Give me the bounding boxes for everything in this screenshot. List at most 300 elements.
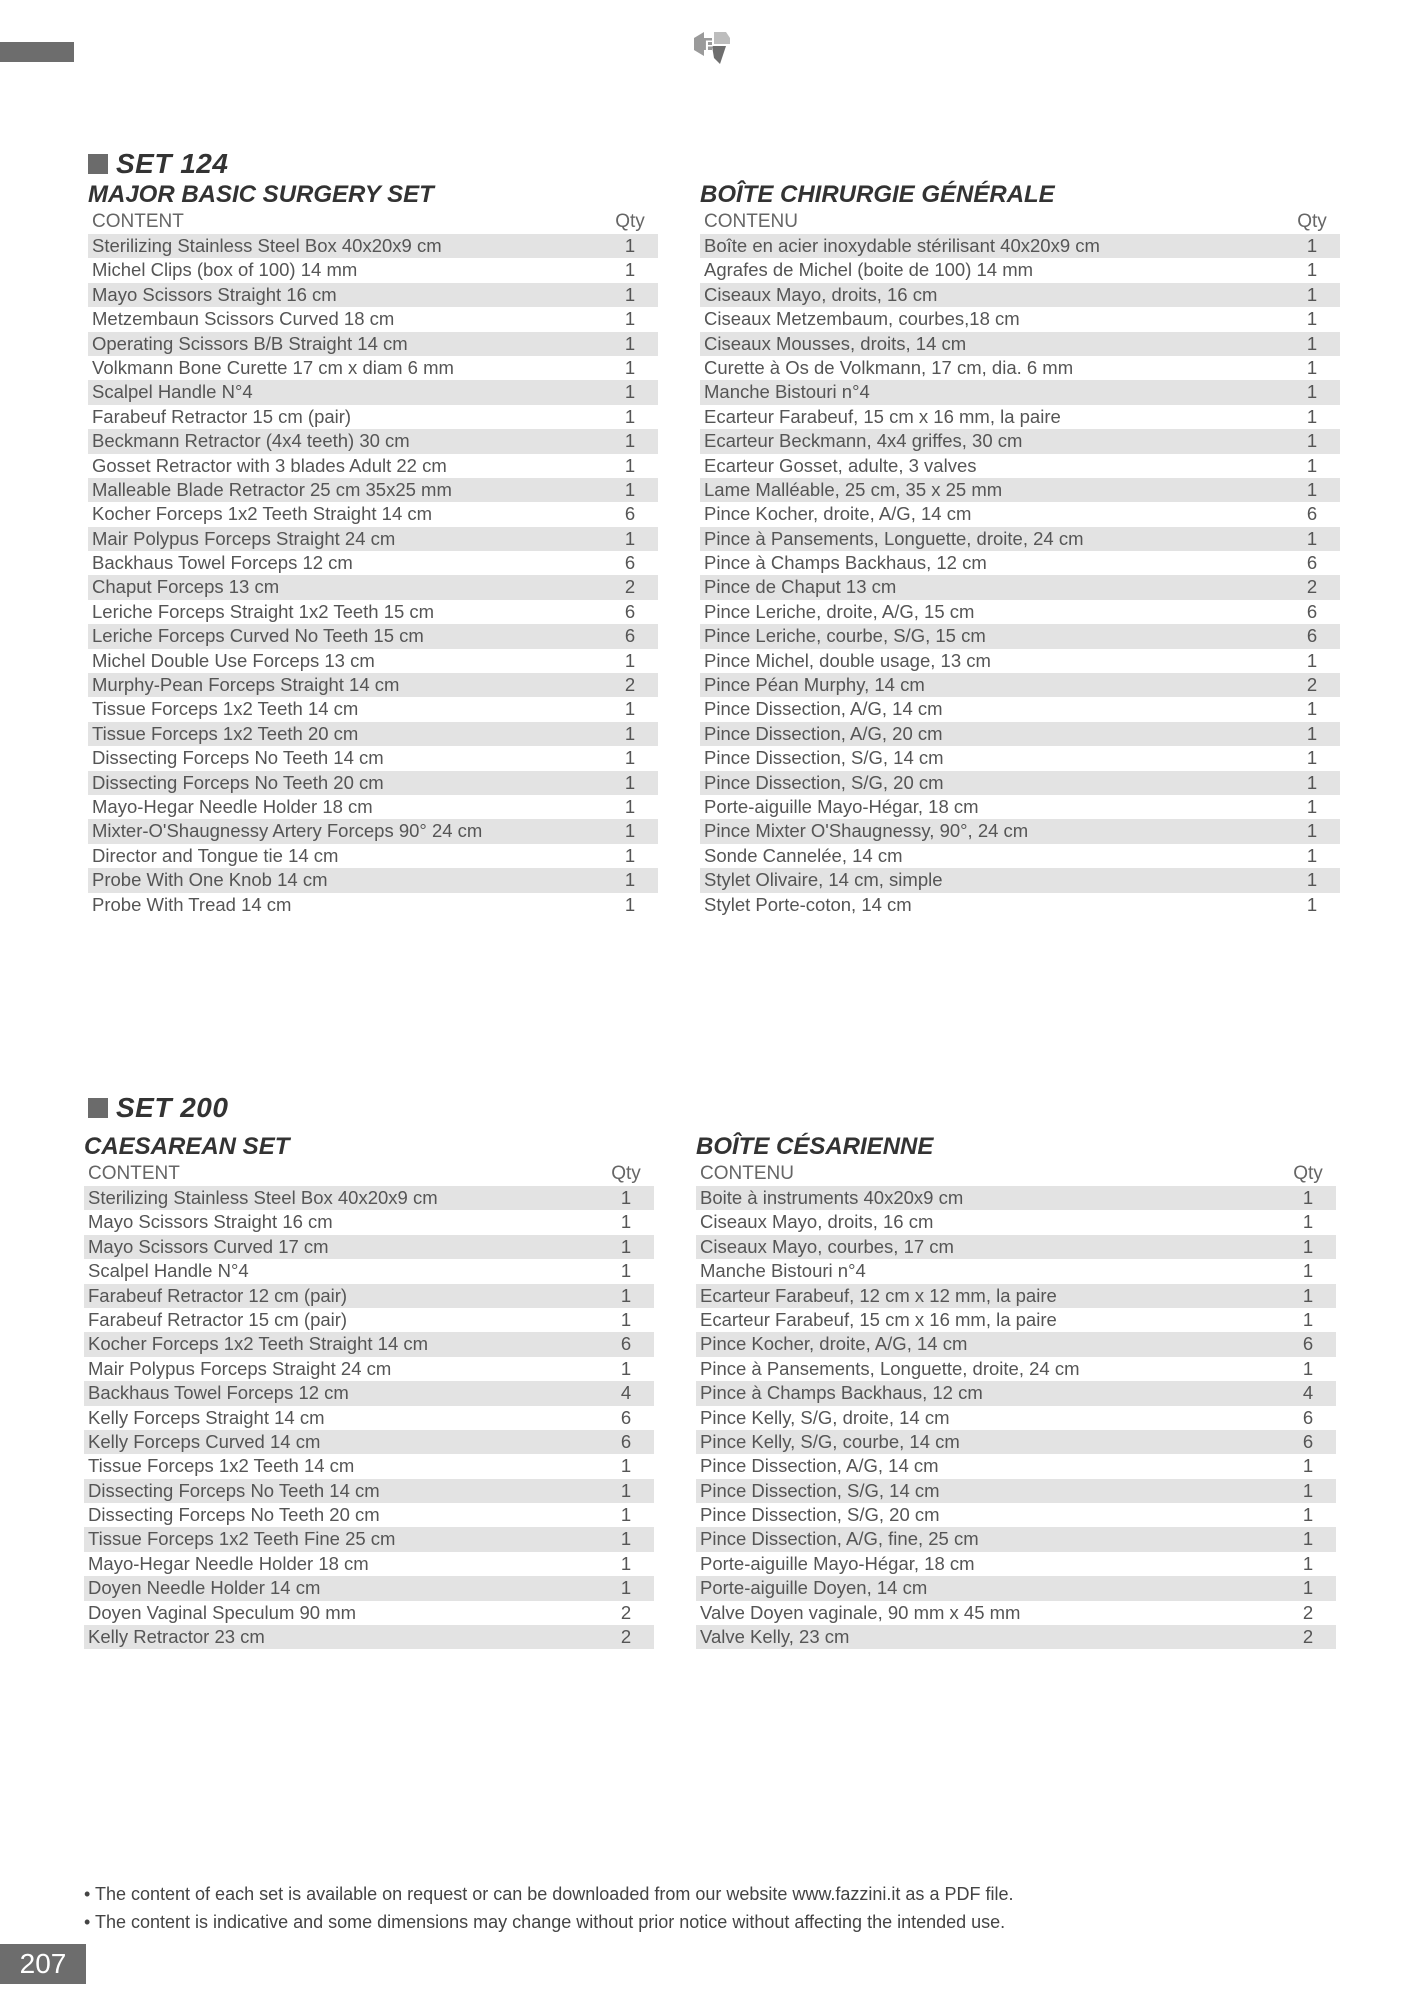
item-qty: 1 [624, 795, 636, 817]
set-200-english-title: CAESAREAN SET [84, 1133, 290, 1160]
item-name: Pince Kelly, S/G, courbe, 14 cm [700, 1430, 960, 1452]
set-200-english-block [84, 1132, 654, 1649]
item-qty: 1 [1306, 259, 1318, 281]
item-qty: 1 [1306, 308, 1318, 330]
item-qty: 1 [624, 259, 636, 281]
item-name: Chaput Forceps 13 cm [92, 576, 280, 598]
item-name: Pince Dissection, A/G, 14 cm [700, 1455, 939, 1477]
table-row [88, 380, 658, 404]
table-row [696, 1527, 1336, 1551]
page-number: 207 [0, 1944, 86, 1984]
item-qty: 6 [620, 1430, 632, 1452]
table-row [84, 1186, 654, 1210]
footer-note-availability: • The content of each set is available on request or can be downloaded from our website www.fazzini.it as a PDF file. [84, 1884, 1014, 1904]
table-row [696, 1332, 1336, 1356]
item-name: Mayo-Hegar Needle Holder 18 cm [88, 1552, 369, 1574]
item-qty: 1 [1302, 1284, 1314, 1306]
table-row [88, 893, 658, 917]
table-row [88, 673, 658, 697]
item-qty: 1 [1302, 1552, 1314, 1574]
item-qty: 6 [620, 1333, 632, 1355]
item-qty: 6 [1306, 552, 1318, 574]
item-name: Beckmann Retractor (4x4 teeth) 30 cm [92, 430, 410, 452]
table-row [88, 868, 658, 892]
item-qty: 4 [620, 1382, 632, 1404]
set-200-title: SET 200 [116, 1092, 229, 1123]
item-name: Pince Dissection, S/G, 14 cm [704, 747, 944, 769]
item-qty: 1 [624, 381, 636, 403]
table-row [88, 697, 658, 721]
item-qty: 1 [1306, 454, 1318, 476]
svg-text:F: F [705, 37, 714, 53]
table-row [700, 405, 1340, 429]
item-qty: 1 [620, 1187, 632, 1208]
header-bar [0, 42, 74, 62]
table-row [88, 722, 658, 746]
item-qty: 1 [1302, 1455, 1314, 1477]
item-name: Dissecting Forceps No Teeth 14 cm [92, 747, 384, 769]
item-name: Sterilizing Stainless Steel Box 40x20x9 cm [88, 1187, 438, 1208]
item-qty: 6 [624, 552, 636, 574]
item-qty: 1 [620, 1260, 632, 1282]
item-name: Volkmann Bone Curette 17 cm x diam 6 mm [92, 356, 454, 378]
item-name: Mixter-O'Shaugnessy Artery Forceps 90° 24 cm [92, 820, 483, 842]
item-qty: 1 [1306, 235, 1318, 256]
table-row [88, 234, 658, 258]
set-124-french-title: BOÎTE CHIRURGIE GÉNÉRALE [700, 181, 1055, 208]
table-header [700, 210, 1340, 234]
item-name: Kocher Forceps 1x2 Teeth Straight 14 cm [88, 1333, 429, 1355]
item-qty: 6 [624, 625, 636, 647]
item-table [700, 234, 1340, 917]
item-name: Doyen Vaginal Speculum 90 mm [88, 1601, 357, 1623]
table-row [700, 673, 1340, 697]
item-name: Sonde Cannelée, 14 cm [704, 844, 903, 866]
item-name: Dissecting Forceps No Teeth 20 cm [92, 771, 384, 793]
item-qty: 1 [620, 1211, 632, 1233]
item-name: Pince Mixter O'Shaugnessy, 90°, 24 cm [704, 820, 1029, 842]
table-row [88, 405, 658, 429]
item-qty: 1 [1306, 478, 1318, 500]
table-row [88, 454, 658, 478]
table-header [88, 210, 658, 234]
item-qty: 2 [1302, 1626, 1314, 1648]
table-row [88, 502, 658, 526]
item-name: Sterilizing Stainless Steel Box 40x20x9 cm [92, 235, 442, 256]
item-name: Farabeuf Retractor 15 cm (pair) [88, 1308, 348, 1330]
item-qty: 1 [620, 1357, 632, 1379]
item-name: Pince Leriche, droite, A/G, 15 cm [704, 600, 975, 622]
item-name: Mayo Scissors Curved 17 cm [88, 1235, 329, 1257]
qty-column-header: Qty [611, 1163, 641, 1184]
item-qty: 1 [1302, 1187, 1314, 1208]
item-name: Pince Péan Murphy, 14 cm [704, 674, 925, 696]
item-name: Pince Dissection, A/G, 14 cm [704, 698, 943, 720]
item-name: Ciseaux Mayo, courbes, 17 cm [700, 1235, 954, 1257]
table-row [696, 1308, 1336, 1332]
table-row [700, 307, 1340, 331]
item-name: Pince Michel, double usage, 13 cm [704, 649, 991, 671]
table-row [84, 1479, 654, 1503]
table-row [84, 1308, 654, 1332]
table-row [696, 1210, 1336, 1234]
table-row [88, 283, 658, 307]
table-row [88, 356, 658, 380]
table-row [88, 649, 658, 673]
item-name: Farabeuf Retractor 15 cm (pair) [92, 405, 352, 427]
set-200-french-block [696, 1132, 1336, 1649]
item-name: Porte-aiguille Doyen, 14 cm [700, 1577, 928, 1599]
item-qty: 1 [620, 1504, 632, 1526]
item-name: Kelly Forceps Straight 14 cm [88, 1406, 325, 1428]
item-name: Pince Leriche, courbe, S/G, 15 cm [704, 625, 986, 647]
table-row [88, 624, 658, 648]
item-name: Ciseaux Mousses, droits, 14 cm [704, 332, 967, 354]
item-name: Probe With One Knob 14 cm [92, 869, 328, 891]
table-row [84, 1527, 654, 1551]
item-qty: 1 [1302, 1357, 1314, 1379]
qty-column-header: Qty [1293, 1163, 1323, 1184]
item-name: Mayo Scissors Straight 16 cm [88, 1211, 333, 1233]
item-qty: 6 [620, 1406, 632, 1428]
item-name: Farabeuf Retractor 12 cm (pair) [88, 1284, 348, 1306]
footer-note-disclaimer: • The content is indicative and some dimensions may change without prior notice without affecting the intended use. [84, 1912, 1006, 1932]
item-name: Leriche Forceps Straight 1x2 Teeth 15 cm [92, 600, 435, 622]
table-row [696, 1259, 1336, 1283]
item-name: Pince Dissection, S/G, 20 cm [700, 1504, 940, 1526]
table-row [696, 1430, 1336, 1454]
table-row [88, 429, 658, 453]
table-row [696, 1576, 1336, 1600]
item-qty: 1 [620, 1308, 632, 1330]
item-qty: 1 [624, 332, 636, 354]
set-200-header [88, 1092, 228, 1124]
table-row [700, 649, 1340, 673]
item-name: Valve Doyen vaginale, 90 mm x 45 mm [700, 1601, 1021, 1623]
item-name: Boîte en acier inoxydable stérilisant 40x20x9 cm [704, 235, 1100, 256]
table-row [88, 527, 658, 551]
item-name: Pince Dissection, S/G, 14 cm [700, 1479, 940, 1501]
set-200-french-title: BOÎTE CÉSARIENNE [696, 1133, 934, 1160]
table-row [700, 575, 1340, 599]
item-name: Malleable Blade Retractor 25 cm 35x25 mm [92, 478, 452, 500]
item-name: Boite à instruments 40x20x9 cm [700, 1187, 964, 1208]
item-name: Pince Kocher, droite, A/G, 14 cm [700, 1333, 968, 1355]
item-name: Ciseaux Mayo, droits, 16 cm [704, 283, 938, 305]
item-qty: 1 [1306, 771, 1318, 793]
set-124-english-title: MAJOR BASIC SURGERY SET [88, 181, 434, 208]
table-row [88, 600, 658, 624]
item-qty: 1 [624, 747, 636, 769]
item-name: Pince Kocher, droite, A/G, 14 cm [704, 503, 972, 525]
table-row [700, 527, 1340, 551]
table-row [696, 1186, 1336, 1210]
item-name: Pince de Chaput 13 cm [704, 576, 897, 598]
item-qty: 1 [624, 820, 636, 842]
item-name: Agrafes de Michel (boite de 100) 14 mm [704, 259, 1034, 281]
qty-column-header: Qty [1297, 211, 1327, 232]
item-qty: 1 [624, 722, 636, 744]
item-name: Gosset Retractor with 3 blades Adult 22 cm [92, 454, 447, 476]
content-column-header: CONTENU [704, 211, 798, 232]
item-name: Mair Polypus Forceps Straight 24 cm [88, 1357, 392, 1379]
item-qty: 6 [1302, 1406, 1314, 1428]
item-qty: 1 [624, 283, 636, 305]
table-row [696, 1479, 1336, 1503]
set-124-english-block [88, 180, 658, 917]
table-row [84, 1259, 654, 1283]
table-row [84, 1601, 654, 1625]
table-row [88, 819, 658, 843]
table-row [700, 600, 1340, 624]
item-qty: 1 [620, 1528, 632, 1550]
item-qty: 1 [1306, 332, 1318, 354]
item-name: Dissecting Forceps No Teeth 14 cm [88, 1479, 380, 1501]
table-header [696, 1162, 1336, 1186]
qty-column-header: Qty [615, 211, 645, 232]
table-row [696, 1406, 1336, 1430]
item-qty: 2 [1302, 1601, 1314, 1623]
table-row [700, 356, 1340, 380]
item-name: Murphy-Pean Forceps Straight 14 cm [92, 674, 400, 696]
item-name: Valve Kelly, 23 cm [700, 1626, 850, 1648]
item-qty: 6 [624, 600, 636, 622]
square-bullet-icon [88, 1098, 108, 1118]
item-qty: 1 [620, 1284, 632, 1306]
item-name: Scalpel Handle N°4 [88, 1260, 249, 1282]
table-row [700, 795, 1340, 819]
table-row [88, 771, 658, 795]
item-qty: 1 [624, 308, 636, 330]
item-qty: 1 [1306, 649, 1318, 671]
item-name: Stylet Porte-coton, 14 cm [704, 893, 912, 915]
table-header [84, 1162, 654, 1186]
item-name: Ecarteur Gosset, adulte, 3 valves [704, 454, 977, 476]
table-row [700, 844, 1340, 868]
item-qty: 4 [1302, 1382, 1314, 1404]
table-row [88, 258, 658, 282]
item-qty: 6 [1306, 503, 1318, 525]
item-qty: 1 [1306, 405, 1318, 427]
table-row [88, 746, 658, 770]
item-name: Porte-aiguille Mayo-Hégar, 18 cm [704, 795, 979, 817]
table-row [700, 893, 1340, 917]
item-qty: 2 [624, 674, 636, 696]
item-qty: 6 [624, 503, 636, 525]
item-name: Ecarteur Farabeuf, 15 cm x 16 mm, la paire [704, 405, 1061, 427]
item-name: Michel Clips (box of 100) 14 mm [92, 259, 358, 281]
item-qty: 6 [1302, 1333, 1314, 1355]
item-name: Tissue Forceps 1x2 Teeth Fine 25 cm [88, 1528, 396, 1550]
table-row [88, 844, 658, 868]
item-name: Ecarteur Beckmann, 4x4 griffes, 30 cm [704, 430, 1023, 452]
item-qty: 1 [620, 1235, 632, 1257]
table-row [700, 722, 1340, 746]
table-row [84, 1357, 654, 1381]
item-name: Lame Malléable, 25 cm, 35 x 25 mm [704, 478, 1003, 500]
table-row [88, 332, 658, 356]
table-row [88, 307, 658, 331]
item-qty: 1 [1302, 1235, 1314, 1257]
item-qty: 2 [624, 576, 636, 598]
set-124-french-block [700, 180, 1340, 917]
item-name: Probe With Tread 14 cm [92, 893, 292, 915]
item-qty: 1 [1306, 527, 1318, 549]
item-qty: 1 [1306, 722, 1318, 744]
item-qty: 1 [624, 844, 636, 866]
table-row [696, 1601, 1336, 1625]
item-name: Doyen Needle Holder 14 cm [88, 1577, 321, 1599]
item-qty: 1 [620, 1479, 632, 1501]
content-column-header: CONTENT [88, 1163, 180, 1184]
table-row [700, 332, 1340, 356]
content-column-header: CONTENU [700, 1163, 794, 1184]
table-row [700, 697, 1340, 721]
item-name: Kelly Forceps Curved 14 cm [88, 1430, 321, 1452]
item-qty: 2 [1306, 576, 1318, 598]
item-qty: 6 [1306, 600, 1318, 622]
item-name: Dissecting Forceps No Teeth 20 cm [88, 1504, 380, 1526]
table-row [700, 624, 1340, 648]
item-name: Backhaus Towel Forceps 12 cm [92, 552, 353, 574]
item-qty: 6 [1302, 1430, 1314, 1452]
item-qty: 1 [1306, 356, 1318, 378]
item-name: Leriche Forceps Curved No Teeth 15 cm [92, 625, 424, 647]
table-row [700, 502, 1340, 526]
table-row [84, 1576, 654, 1600]
table-row [88, 478, 658, 502]
item-name: Stylet Olivaire, 14 cm, simple [704, 869, 943, 891]
item-qty: 1 [624, 527, 636, 549]
item-qty: 1 [1306, 430, 1318, 452]
item-name: Manche Bistouri n°4 [704, 381, 870, 403]
item-qty: 2 [620, 1626, 632, 1648]
table-row [700, 819, 1340, 843]
table-row [700, 283, 1340, 307]
item-qty: 1 [1306, 747, 1318, 769]
item-qty: 1 [624, 405, 636, 427]
item-qty: 1 [624, 478, 636, 500]
item-name: Ecarteur Farabeuf, 15 cm x 16 mm, la paire [700, 1308, 1057, 1330]
table-row [84, 1625, 654, 1649]
item-table [696, 1186, 1336, 1649]
table-row [696, 1357, 1336, 1381]
item-name: Pince Dissection, S/G, 20 cm [704, 771, 944, 793]
item-name: Curette à Os de Volkmann, 17 cm, dia. 6 mm [704, 356, 1074, 378]
item-name: Ciseaux Metzembaum, courbes,18 cm [704, 308, 1020, 330]
item-name: Pince à Champs Backhaus, 12 cm [700, 1382, 983, 1404]
item-name: Manche Bistouri n°4 [700, 1260, 866, 1282]
square-bullet-icon [88, 154, 108, 174]
item-qty: 1 [1306, 381, 1318, 403]
item-qty: 1 [624, 649, 636, 671]
table-row [700, 551, 1340, 575]
table-row [84, 1503, 654, 1527]
item-qty: 6 [1306, 625, 1318, 647]
item-name: Mayo Scissors Straight 16 cm [92, 283, 337, 305]
item-qty: 1 [1306, 844, 1318, 866]
item-name: Porte-aiguille Mayo-Hégar, 18 cm [700, 1552, 975, 1574]
table-row [700, 771, 1340, 795]
item-qty: 1 [624, 869, 636, 891]
item-qty: 1 [1302, 1504, 1314, 1526]
table-row [84, 1210, 654, 1234]
item-name: Pince à Pansements, Longuette, droite, 24 cm [704, 527, 1084, 549]
table-row [700, 380, 1340, 404]
item-qty: 2 [620, 1601, 632, 1623]
table-row [84, 1454, 654, 1478]
item-name: Pince à Champs Backhaus, 12 cm [704, 552, 987, 574]
item-qty: 1 [1306, 820, 1318, 842]
item-name: Pince Dissection, A/G, 20 cm [704, 722, 943, 744]
item-name: Ciseaux Mayo, droits, 16 cm [700, 1211, 934, 1233]
item-qty: 1 [1302, 1479, 1314, 1501]
table-row [84, 1284, 654, 1308]
table-row [84, 1552, 654, 1576]
table-row [696, 1454, 1336, 1478]
item-name: Mayo-Hegar Needle Holder 18 cm [92, 795, 373, 817]
table-row [84, 1430, 654, 1454]
item-qty: 1 [624, 893, 636, 915]
table-row [700, 746, 1340, 770]
item-table [84, 1186, 654, 1649]
item-qty: 1 [1302, 1308, 1314, 1330]
item-name: Director and Tongue tie 14 cm [92, 844, 339, 866]
item-name: Scalpel Handle N°4 [92, 381, 253, 403]
table-row [696, 1503, 1336, 1527]
item-qty: 1 [1302, 1260, 1314, 1282]
item-name: Tissue Forceps 1x2 Teeth 14 cm [92, 698, 359, 720]
item-qty: 1 [620, 1455, 632, 1477]
item-name: Pince à Pansements, Longuette, droite, 24 cm [700, 1357, 1080, 1379]
item-qty: 1 [1306, 869, 1318, 891]
item-name: Mair Polypus Forceps Straight 24 cm [92, 527, 396, 549]
table-row [88, 575, 658, 599]
table-row [700, 478, 1340, 502]
table-row [700, 429, 1340, 453]
item-qty: 1 [1306, 698, 1318, 720]
item-name: Backhaus Towel Forceps 12 cm [88, 1382, 349, 1404]
item-qty: 1 [1302, 1528, 1314, 1550]
table-row [84, 1235, 654, 1259]
item-qty: 1 [1302, 1211, 1314, 1233]
item-qty: 1 [620, 1577, 632, 1599]
table-row [700, 868, 1340, 892]
item-qty: 1 [1306, 795, 1318, 817]
table-row [84, 1381, 654, 1405]
item-name: Operating Scissors B/B Straight 14 cm [92, 332, 408, 354]
item-name: Metzembaun Scissors Curved 18 cm [92, 308, 395, 330]
fazzini-logo-icon [690, 28, 734, 68]
table-row [696, 1552, 1336, 1576]
item-qty: 1 [1306, 283, 1318, 305]
table-row [88, 551, 658, 575]
table-row [84, 1332, 654, 1356]
item-name: Michel Double Use Forceps 13 cm [92, 649, 375, 671]
table-row [696, 1625, 1336, 1649]
item-qty: 1 [624, 356, 636, 378]
item-qty: 1 [624, 698, 636, 720]
item-name: Kocher Forceps 1x2 Teeth Straight 14 cm [92, 503, 433, 525]
table-row [84, 1406, 654, 1430]
table-row [696, 1284, 1336, 1308]
set-124-title: SET 124 [116, 148, 229, 179]
item-name: Pince Kelly, S/G, droite, 14 cm [700, 1406, 950, 1428]
item-name: Pince Dissection, A/G, fine, 25 cm [700, 1528, 979, 1550]
item-name: Tissue Forceps 1x2 Teeth 14 cm [88, 1455, 355, 1477]
item-qty: 1 [624, 235, 636, 256]
item-qty: 2 [1306, 674, 1318, 696]
